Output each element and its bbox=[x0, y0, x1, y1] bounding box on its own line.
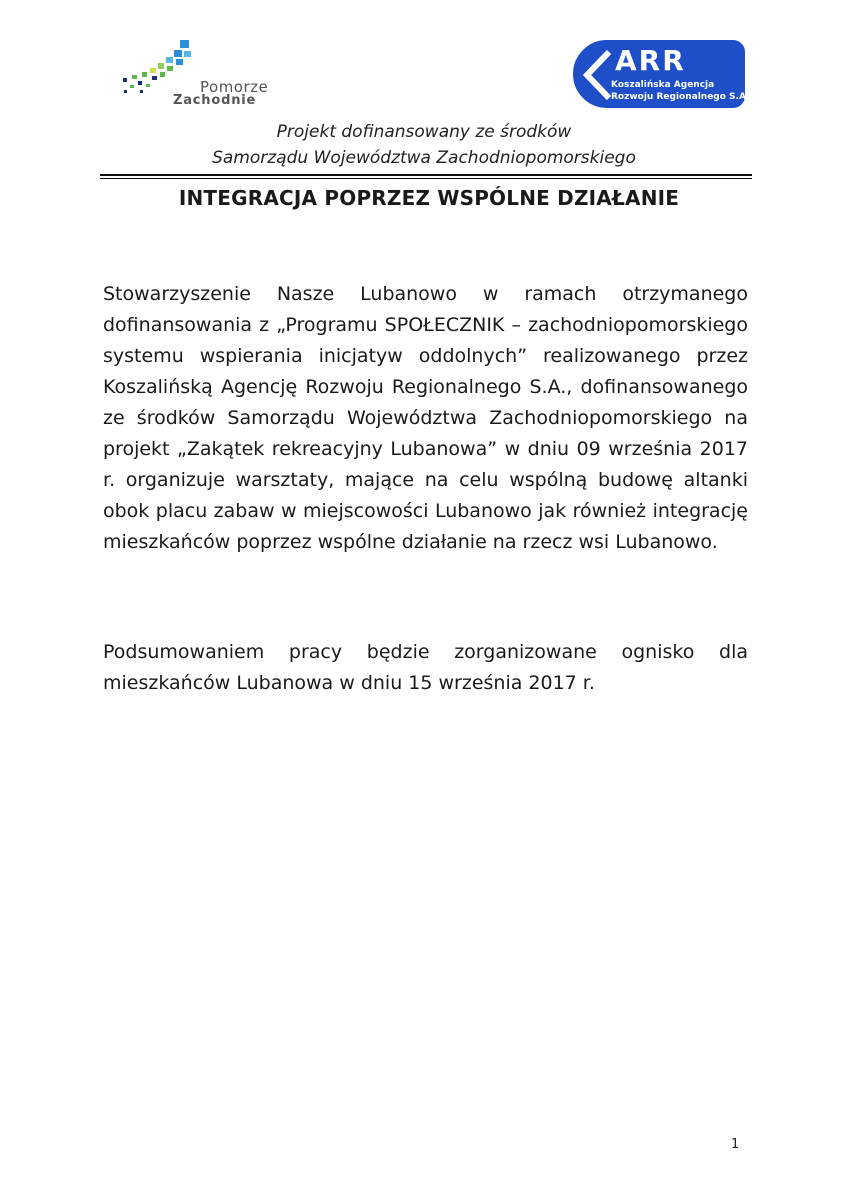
arr-mark: ARR bbox=[615, 44, 686, 77]
pomorze-zachodnie-logo bbox=[118, 38, 288, 110]
chevron-left-icon bbox=[583, 50, 611, 100]
header-divider bbox=[100, 174, 752, 176]
body-paragraph-2: Podsumowaniem pracy będzie zorganizowane ognisko dla mieszkańców Lubanowa w dniu 15 września 2017 r. bbox=[103, 641, 748, 694]
arr-name-line2: Rozwoju Regionalnego S.A. bbox=[611, 92, 750, 102]
header-divider-thin bbox=[100, 178, 752, 179]
body-paragraph-1: Stowarzyszenie Nasze Lubanowo w ramach otrzymanego dofinansowania z „Programu SPOŁECZNIK – zachodniopomorskiego systemu wspierania inicjatyw oddolnych” realizowanego przez Koszalińską Agencję Rozwoju Regionalnego S.A., dofinansowanego ze środków Samorządu Województwa Zachodniopomorskiego na projekt „Zakątek rekreacyjny Lubanowa” w dniu 09 września 2017 r. organizuje warsztaty, mające na celu wspólną budowę altanki obok placu zabaw w miejscowości Lubanowo jak również integrację mieszkańców poprzez wspólne działanie na rzecz wsi Lubanowo. bbox=[103, 283, 748, 553]
pixel-mosaic-icon bbox=[118, 38, 198, 100]
arr-logo bbox=[573, 40, 750, 108]
document-title: INTEGRACJA POPRZEZ WSPÓLNE DZIAŁANIE bbox=[178, 186, 680, 210]
logo-left-line1: Pomorze bbox=[200, 78, 269, 96]
page-number: 1 bbox=[731, 1137, 740, 1152]
funding-note-line1: Projekt dofinansowany ze środków bbox=[276, 122, 572, 142]
funding-note-line2: Samorządu Województwa Zachodniopomorskiego bbox=[212, 148, 636, 168]
logo-left-line2: Zachodnie bbox=[173, 93, 257, 108]
arr-name-line1: Koszalińska Agencja bbox=[611, 80, 715, 90]
